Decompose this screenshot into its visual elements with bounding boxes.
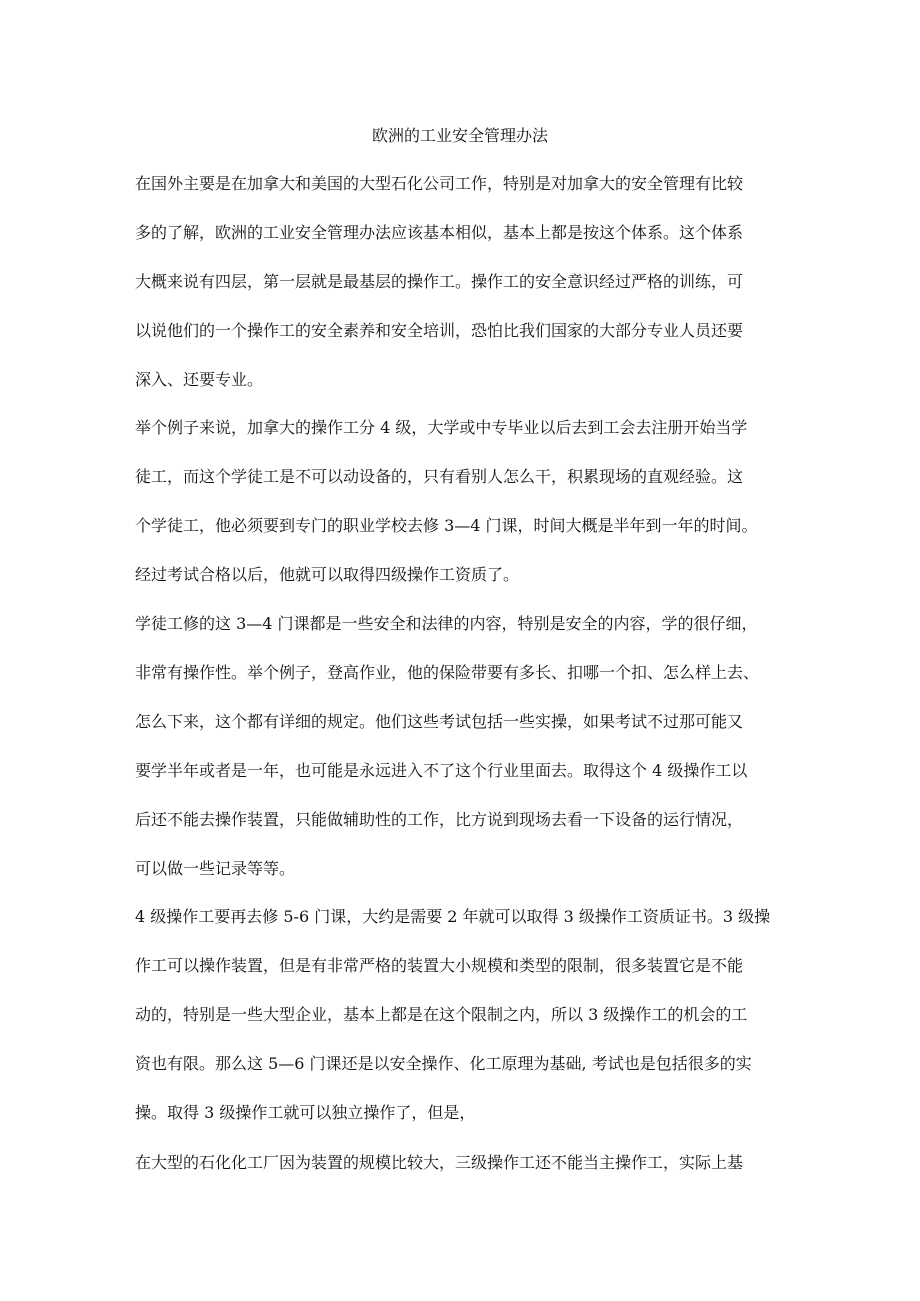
paragraph-line: 非常有操作性。举个例子，登高作业，他的保险带要有多长、扣哪一个扣、怎么样上去、 [135,663,760,682]
paragraph-line: 以说他们的一个操作工的安全素养和安全培训，恐怕比我们国家的大部分专业人员还要 [135,321,744,340]
paragraph-line: 动的，特别是一些大型企业，基本上都是在这个限制之内，所以 3 级操作工的机会的工 [135,1005,748,1024]
paragraph-line: 多的了解，欧洲的工业安全管理办法应该基本相似，基本上都是按这个体系。这个体系 [135,223,744,242]
paragraph-line: 在国外主要是在加拿大和美国的大型石化公司工作，特别是对加拿大的安全管理有比较 [135,174,744,193]
paragraph-line: 个学徒工，他必须要到专门的职业学校去修 3—4 门课，时间大概是半年到一年的时间。 [135,516,758,535]
paragraph-line: 举个例子来说，加拿大的操作工分 4 级，大学或中专毕业以后去到工会去注册开始当学 [135,418,748,437]
paragraph-line: 资也有限。那么这 5—6 门课还是以安全操作、化工原理为基础, 考试也是包括很多的实 [135,1054,752,1073]
paragraph-line: 4 级操作工要再去修 5-6 门课，大约是需要 2 年就可以取得 3 级操作工资质证书。3 级操 [135,907,771,926]
paragraph-line: 深入、还要专业。 [135,370,264,389]
document-title: 欧洲的工业安全管理办法 [371,126,548,145]
paragraph-line: 作工可以操作装置，但是有非常严格的装置大小规模和类型的限制，很多装置它是不能 [135,956,744,975]
paragraph-line: 在大型的石化化工厂因为装置的规模比较大，三级操作工还不能当主操作工，实际上基 [135,1153,744,1172]
paragraph-line: 徒工，而这个学徒工是不可以动设备的，只有看别人怎么干，积累现场的直观经验。这 [135,467,744,486]
paragraph-line: 大概来说有四层，第一层就是最基层的操作工。操作工的安全意识经过严格的训练，可 [135,272,744,291]
paragraph-line: 可以做一些记录等等。 [135,859,296,878]
paragraph-line: 经过考试合格以后，他就可以取得四级操作工资质了。 [135,565,520,584]
paragraph-line: 后还不能去操作装置，只能做辅助性的工作，比方说到现场去看一下设备的运行情况， [135,810,744,829]
paragraph-line: 怎么下来，这个都有详细的规定。他们这些考试包括一些实操，如果考试不过那可能又 [135,712,744,731]
paragraph-line: 操。取得 3 级操作工就可以独立操作了，但是， [135,1103,476,1122]
paragraph-line: 要学半年或者是一年，也可能是永远进入不了这个行业里面去。取得这个 4 级操作工以 [135,761,748,780]
paragraph-line: 学徒工修的这 3—4 门课都是一些安全和法律的内容，特别是安全的内容，学的很仔细， [135,614,758,633]
